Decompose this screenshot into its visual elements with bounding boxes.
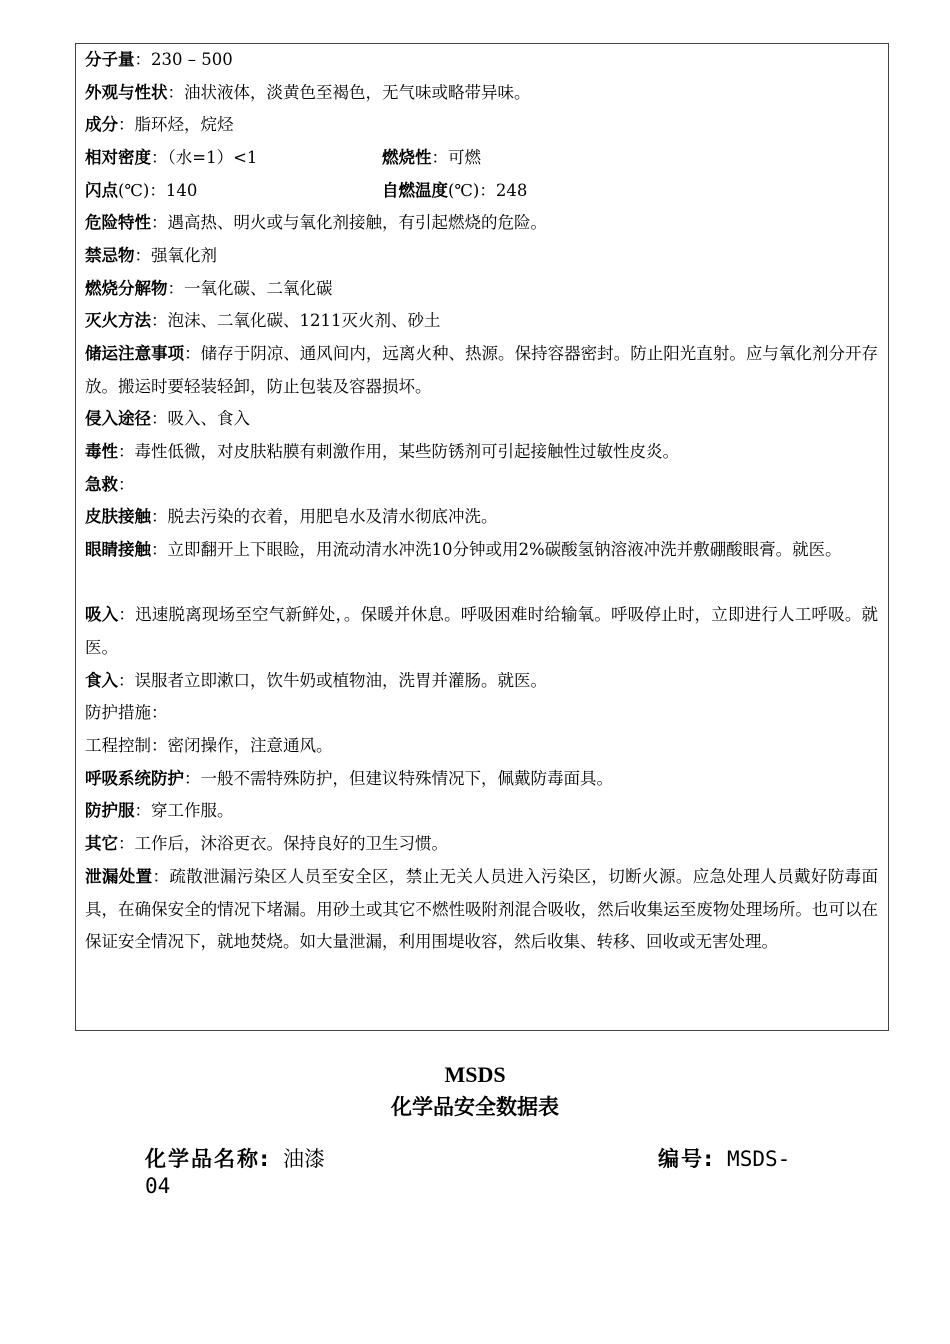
code-label: 编号: bbox=[658, 1147, 715, 1171]
chemical-name-row bbox=[145, 1146, 325, 1173]
field-value: ：油状液体，淡黄色至褐色，无气味或略带异味。 bbox=[167, 83, 531, 102]
code-value-continuation: 04 bbox=[145, 1174, 171, 1198]
field-value: ：一氧化碳、二氧化碳 bbox=[167, 279, 333, 298]
field-label: 皮肤接触 bbox=[85, 507, 151, 526]
field-value: ：误服者立即漱口，饮牛奶或植物油，洗胃并灌肠。就医。 bbox=[118, 671, 547, 690]
field-value: ：储存于阴凉、通风间内，远离火种、热源。保持容器密封。防止阳光直射。应与氧化剂分开存放。搬运时要轻装轻卸，防止包装及容器损坏。 bbox=[85, 344, 879, 396]
field-value: ：立即翻开上下眼睑，用流动清水冲洗10分钟或用2%碳酸氢钠溶液冲洗并敷硼酸眼膏。就医。 bbox=[151, 540, 842, 559]
field-label: 灭火方法 bbox=[85, 311, 151, 330]
field-label: 分子量 bbox=[85, 50, 135, 69]
field-label: 侵入途径 bbox=[85, 409, 151, 428]
other-row bbox=[85, 828, 878, 861]
autoignition-cell bbox=[382, 175, 527, 208]
field-value: ：一般不需特殊防护，但建议特殊情况下，佩戴防毒面具。 bbox=[184, 769, 613, 788]
flash-autoignition-row bbox=[85, 175, 878, 208]
field-label: 成分 bbox=[85, 115, 118, 134]
hazard-row bbox=[85, 207, 878, 240]
flammability-cell bbox=[382, 142, 481, 175]
code-value: MSDS- bbox=[714, 1147, 791, 1171]
inhalation-paragraph bbox=[85, 599, 878, 664]
field-value: ：工作后，沐浴更衣。保持良好的卫生习惯。 bbox=[118, 834, 448, 853]
field-label: 吸入 bbox=[85, 605, 119, 624]
field-label: 急救 bbox=[85, 475, 118, 494]
field-value: ： bbox=[118, 475, 135, 494]
combustion-products-row bbox=[85, 273, 878, 306]
ingestion-row bbox=[85, 665, 878, 698]
density-flammability-row bbox=[85, 142, 878, 175]
code-row bbox=[658, 1146, 790, 1173]
exposure-routes-row bbox=[85, 403, 878, 436]
field-label: 食入 bbox=[85, 671, 118, 690]
field-value: ：迅速脱离现场至空气新鲜处，。保暖并休息。呼吸困难时给输氧。呼吸停止时，立即进行人工呼吸。就医。 bbox=[85, 605, 879, 657]
field-label: 闪点 bbox=[85, 181, 118, 200]
eye-contact-paragraph bbox=[85, 534, 878, 567]
msds-content-box bbox=[75, 43, 889, 1031]
field-value: ：强氧化剂 bbox=[134, 246, 217, 265]
field-value: ：穿工作服。 bbox=[134, 801, 234, 820]
field-label: 防护服 bbox=[85, 801, 135, 820]
chemical-name-label: 化学品名称: bbox=[145, 1147, 271, 1171]
field-value: ：230 – 500 bbox=[134, 50, 233, 69]
field-label: 眼睛接触 bbox=[85, 540, 151, 559]
storage-paragraph bbox=[85, 338, 878, 403]
respiratory-row bbox=[85, 763, 878, 796]
msds-title: MSDS bbox=[444, 1062, 506, 1087]
field-value: ：吸入、食入 bbox=[151, 409, 250, 428]
field-value: ：毒性低微，对皮肤粘膜有刺激作用，某些防锈剂可引起接触性过敏性皮炎。 bbox=[118, 442, 679, 461]
spill-paragraph bbox=[85, 861, 878, 959]
field-value: ：泡沫、二氧化碳、1211灭火剂、砂土 bbox=[151, 311, 441, 330]
incompatible-row bbox=[85, 240, 878, 273]
field-value: ：脱去污染的衣着，用肥皂水及清水彻底冲洗。 bbox=[151, 507, 498, 526]
field-label: 自燃温度 bbox=[382, 181, 448, 200]
clothing-row bbox=[85, 795, 878, 828]
field-value: ：可燃 bbox=[431, 148, 481, 167]
extinguishing-row bbox=[85, 305, 878, 338]
field-label: 呼吸系统防护 bbox=[85, 769, 184, 788]
field-label: 泄漏处置 bbox=[85, 867, 153, 886]
field-label: 外观与性状 bbox=[85, 83, 168, 102]
protection-heading: 防护措施： bbox=[85, 703, 168, 722]
field-label: 毒性 bbox=[85, 442, 118, 461]
chemical-name-value: 油漆 bbox=[270, 1147, 326, 1171]
composition-row bbox=[85, 109, 878, 142]
field-value: ：遇高热、明火或与氧化剂接触，有引起燃烧的危险。 bbox=[151, 213, 547, 232]
skin-contact-row bbox=[85, 501, 878, 534]
field-value: ：脂环烃，烷烃 bbox=[118, 115, 234, 134]
msds-subtitle: 化学品安全数据表 bbox=[391, 1095, 559, 1119]
engineering-control-row: 工程控制：密闭操作，注意通风。 bbox=[85, 736, 333, 755]
toxicity-row bbox=[85, 436, 878, 469]
first-aid-row bbox=[85, 469, 878, 502]
molecular-weight-row bbox=[85, 44, 878, 77]
appearance-row bbox=[85, 77, 878, 110]
field-label: 禁忌物 bbox=[85, 246, 135, 265]
field-value: ：疏散泄漏污染区人员至安全区，禁止无关人员进入污染区，切断火源。应急处理人员戴好防毒面具，在确保安全的情况下堵漏。用砂土或其它不燃性吸附剂混合吸收，然后收集运至废物处理场所。也可以在保证安全情况下，就地焚烧。如大量泄漏，利用围堤收容，然后收集、转移、回收或无害处理。 bbox=[85, 867, 879, 952]
field-label: 相对密度 bbox=[85, 148, 151, 167]
field-label: 储运注意事项 bbox=[85, 344, 185, 363]
field-label: 燃烧分解物 bbox=[85, 279, 168, 298]
field-label: 其它 bbox=[85, 834, 118, 853]
field-label: 燃烧性 bbox=[382, 148, 432, 167]
field-value: (℃)：140 bbox=[118, 181, 198, 200]
field-label: 危险特性 bbox=[85, 213, 151, 232]
field-value: (℃)：248 bbox=[448, 181, 528, 200]
field-value: ：（水=1）<1 bbox=[151, 148, 258, 167]
